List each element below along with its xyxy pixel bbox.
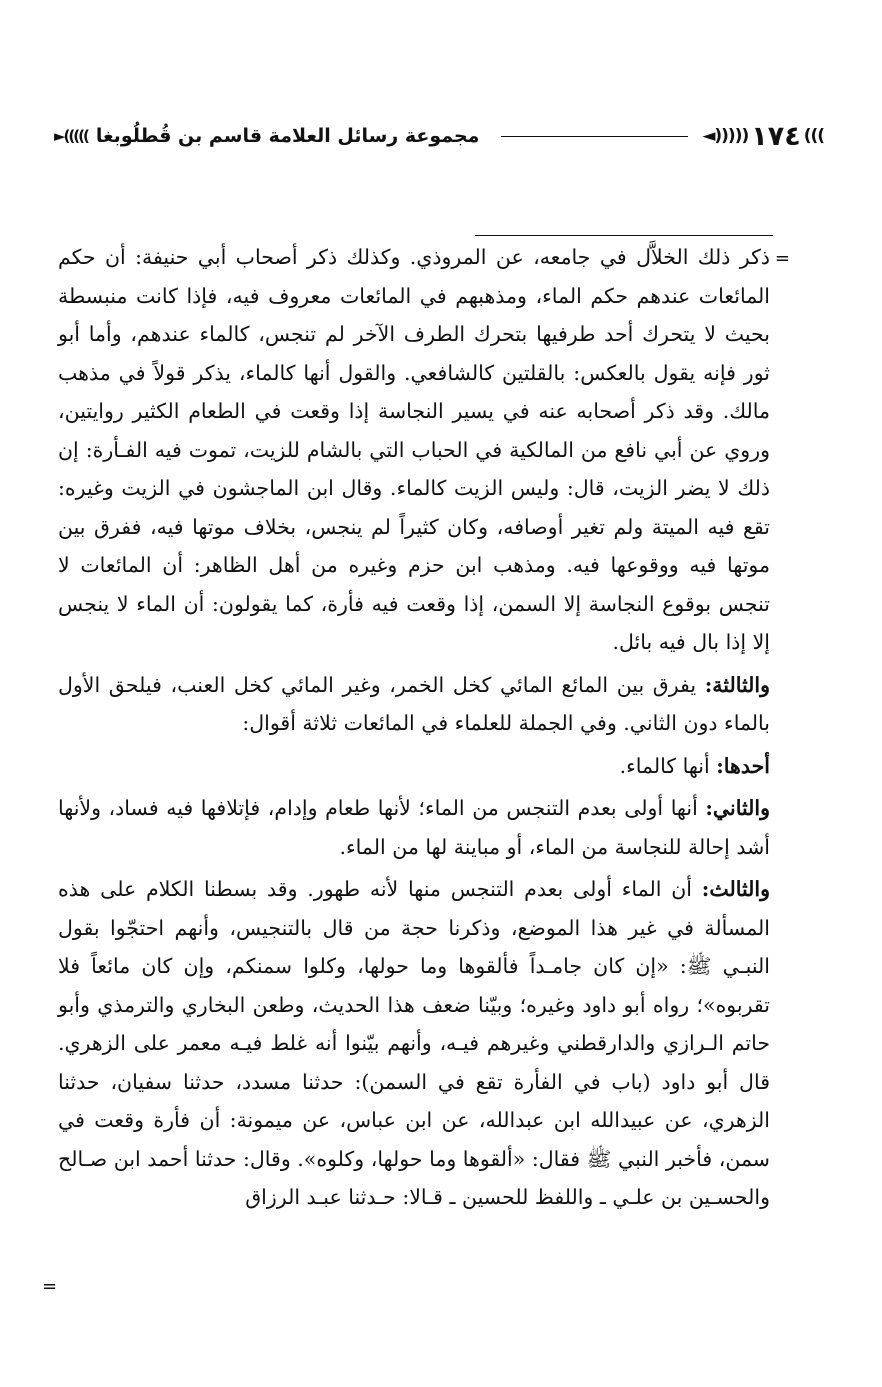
ornament-right-icon: ◄))))) (702, 126, 749, 146)
running-header (54, 118, 824, 154)
continuation-marker-bottom: = (42, 1276, 58, 1297)
paragraph-1: ذكر ذلك الخلاَّل في جامعه، عن المروذي. وكذلك ذكر أصحاب أبي حنيفة: أن حكم المائعات عندهم حكم الماء، ومذهبهم في المائعات معروف فيه، فإذا كانت منبسطة بحيث لا يتحرك أحد طرفيها بتحرك الطرف الآخر لم تنجس، كالماء عندهم، وأما أبو ثور فإنه يقول بالعكس: بالقلتين كالشافعي. والقول أنها كالماء، يذكر قولاً في مذهب مالك. وقد ذكر أصحابه عنه في يسير النجاسة إذا وقعت في الطعام الكثير روايتين، وروي عن أبي نافع من المالكية في الحباب التي بالشام للزيت، تموت فيه الفـأرة: إن ذلك لا يضر الزيت، قال: وليس الزيت كالماء. وقال ابن الماجشون في الزيت وغيره: تقع فيه الميتة ولم تغير أوصافه، وكان كثيراً لم ينجس، بخلاف موتها فيه، ففرق بين موتها فيه ووقوعها فيه. ومذهب ابن حزم وغيره من أهل الظاهر: أن المائعات لا تنجس بوقوع النجاسة إلا السمن، إذا وقعت فيه فأرة، كما يقولون: أن الماء لا ينجس إلا إذا بال فيه بائل. (58, 245, 770, 654)
page-number-group (702, 121, 824, 152)
page-number: ١٧٤ (751, 120, 801, 152)
paragraph-2: والثالثة: يفرق بين المائع المائي كخل الخمر، وغير المائي كخل العنب، فيلحق الأول بالماء دون الثاني. وفي الجملة للعلماء في المائعات ثلاثة أقوال: (58, 672, 770, 735)
paragraph-4: والثاني: أنها أولى بعدم التنجس من الماء؛ لأنها طعام وإدام، فإتلافها فيه فساد، ولأنها أشد إحالة للنجاسة من الماء، أو مباينة لها من الماء. (58, 796, 770, 859)
ornament-end-icon: )))))► (54, 127, 88, 145)
footnote-separator (475, 235, 773, 236)
paragraph-lead: والثالث: (701, 877, 770, 901)
book-title: مجموعة رسائل العلامة قاسم بن قُطلُوبغا (95, 125, 480, 147)
ornament-left-icon: ((( (803, 126, 824, 146)
continuation-marker-top: = (774, 248, 790, 269)
paragraph-lead: أحدها: (716, 753, 770, 778)
paragraph-3: أحدها: أنها كالماء. (619, 753, 770, 778)
paragraph-lead: والثاني: (705, 796, 770, 820)
paragraph-lead: والثالثة: (704, 672, 770, 697)
footnote-text (58, 238, 790, 1217)
header-rule (501, 136, 688, 137)
paragraph-5: والثالث: أن الماء أولى بعدم التنجس منها لأنه طهور. وقد بسطنا الكلام على هذه المسألة في غير هذا الموضع، وذكرنا حجة من قال بالتنجيس، وأنهم احتجّوا بقول النبـي ﷺ: «إن كان جامـداً فألقوها وما حولها، وكلوا سمنكم، وإن كان مائعاً فلا تقربوه»؛ رواه أبو داود وغيره؛ وبيّنا ضعف هذا الحديث، وطعن البخاري والترمذي وأبو حاتم الـرازي والدارقطني وغيرهم فيـه، وأنهم بيّنوا أنه غلط فيـه معمر على الزهري. قال أبو داود (باب في الفأرة تقع في السمن): حدثنا مسدد، حدثنا سفيان، حدثنا الزهري، عن عبيدالله ابن عبدالله، عن ابن عباس، عن ميمونة: أن فأرة وقعت في سمن، فأخبر النبي ﷺ فقال: «ألقوها وما حولها، وكلوه». وقال: حدثنا أحمد ابن صـالح والحسـين بن علـي ـ واللفظ للحسين ـ قـالا: حـدثنا عبـد الرزاق (58, 877, 770, 1209)
